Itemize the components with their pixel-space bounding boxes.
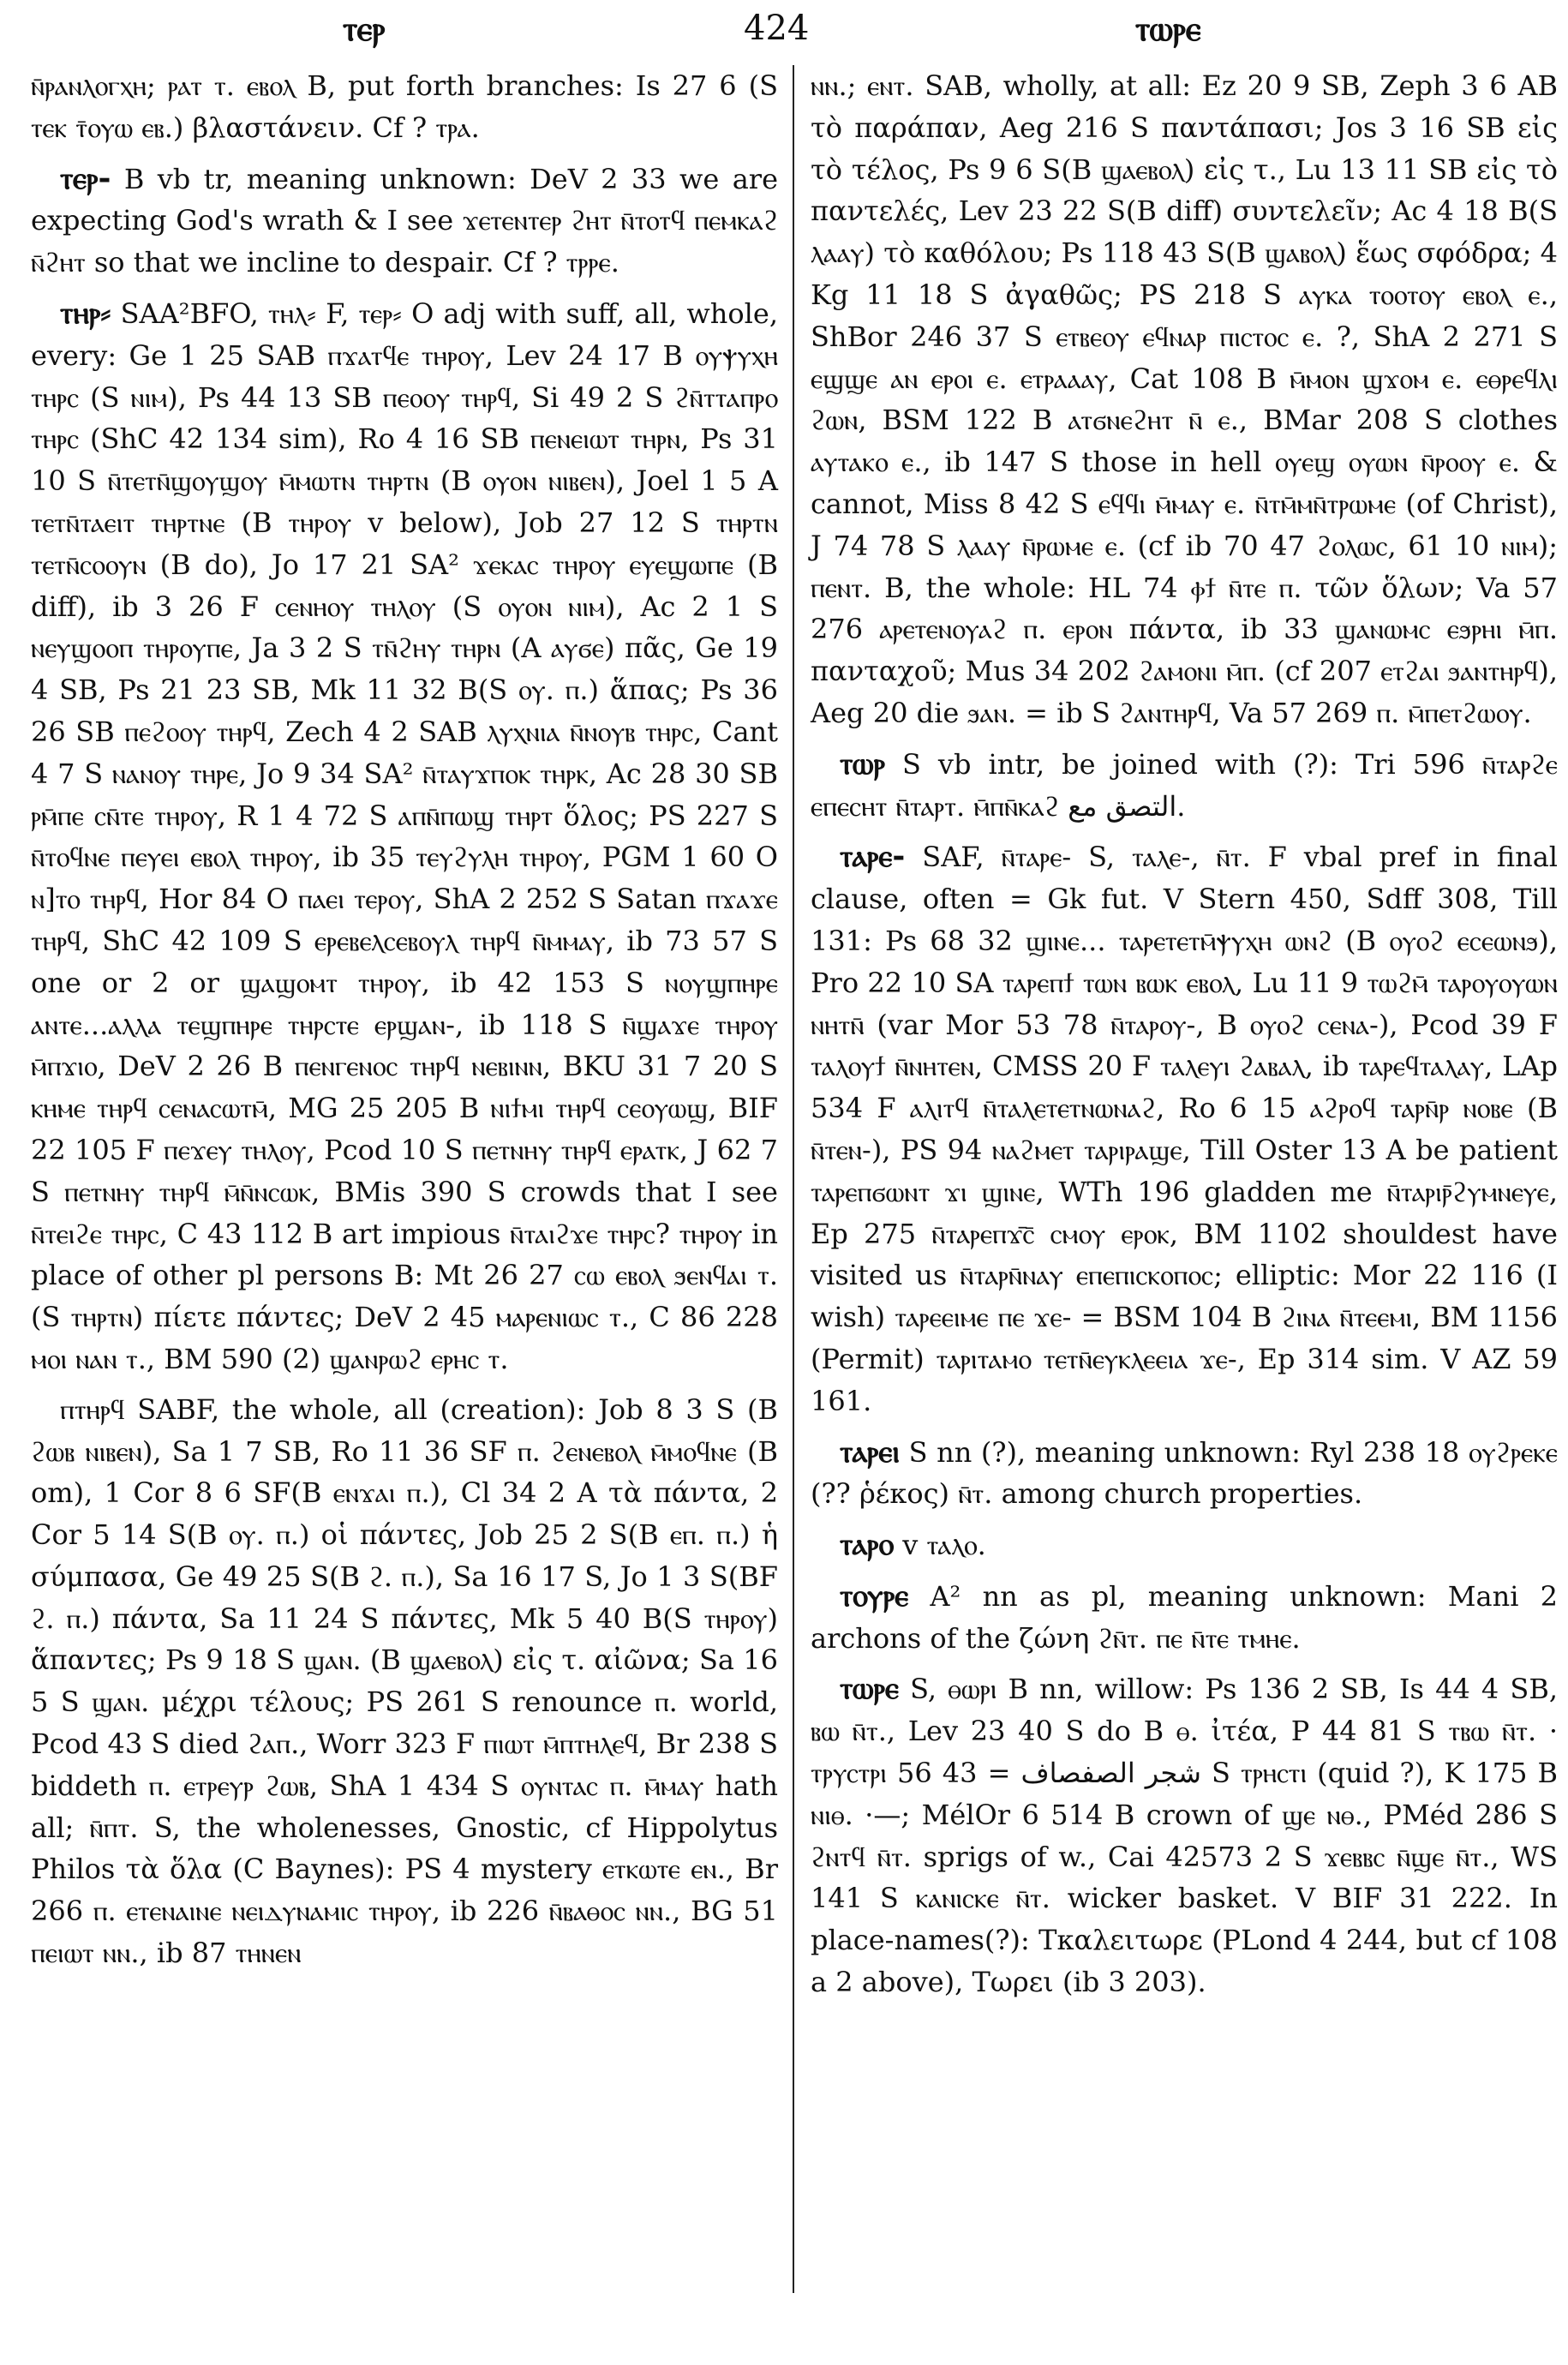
entry-text: B vb tr, meaning unknown: DeV 2 33 we are expecting God's wrath & I see ϫⲉⲧⲉⲛⲧⲉⲣ ϩⲏⲧ ⲛ̄ⲧⲟⲧϥ ⲡⲉⲙⲕⲁϩ ⲛ̄ϩⲏⲧ so that we incline to despair. Cf ? ⲧⲣⲣⲉ. — [31, 162, 779, 279]
dictionary-entry — [811, 65, 1558, 734]
entry-text: ⲛ̄ⲣⲁⲛⲗⲟⲅⲭⲏ; ⲣⲁⲧ ⲧ. ⲉⲃⲟⲗ B, put forth branches: Is 27 6 (S ⲧⲉⲕ ⲧ̄ⲟⲩⲱ ⲉⲃ.) βλαστάνειν. Cf ? ⲧⲣⲁ. — [31, 69, 778, 144]
dictionary-entry — [811, 1575, 1558, 1660]
dictionary-entry — [811, 1524, 1558, 1566]
entry-headword: ⲧⲁⲣⲉⲓ — [840, 1433, 900, 1470]
entry-text: A² nn as pl, meaning unknown: Mani 2 archons of the ζώνη ϩⲛ̄ⲧ. ⲡⲉ ⲛ̄ⲧⲉ ⲧⲙⲏⲉ. — [811, 1579, 1558, 1655]
entry-text: ⲡⲧⲏⲣϥ SABF, the whole, all (creation): Job 8 3 S (B ϩⲱⲃ ⲛⲓⲃⲉⲛ), Sa 1 7 SB, Ro 11 36 SF ⲡ. ϩⲉⲛⲉⲃⲟⲗ ⲙ̄ⲙⲟϥⲛⲉ (B om), 1 Cor 8 6 SF(B ⲉⲛϫⲁⲓ ⲡ.), Cl 34 2 A τὰ πάντα, 2 Cor 5 14 S(B ⲟⲩ. ⲡ.) οἱ πάντες, Job 25 2 S(B ⲉⲡ. ⲡ.) ἡ σύμπασα, Ge 49 25 S(B ϩ. ⲡ.), Sa 16 17 S, Jo 1 3 S(BF ϩ. ⲡ.) πάντα, Sa 11 24 S πάντες, Mk 5 40 B(S ⲧⲏⲣⲟⲩ) ἅπαντες; Ps 9 18 S ϣⲁⲛ. (B ϣⲁⲉⲃⲟⲗ) εἰς τ. αἰῶνα; Sa 16 5 S ϣⲁⲛ. μέχρι τέλους; PS 261 S renounce ⲡ. world, Pcod 43 S died ϩⲁⲡ., Worr 323 F ⲡⲓⲱⲧ ⲙ̄ⲡⲧⲏⲗⲉϥ, Br 238 S biddeth ⲡ. ⲉⲧⲣⲉⲩⲣ ϩⲱⲃ, ShA 1 434 S ⲟⲩⲛⲧⲁⲥ ⲡ. ⲙ̄ⲙⲁⲩ hath all; ⲛ̄ⲡⲧ. S, the wholenesses, Gnostic, cf Hippolytus Philos τὰ ὅλα (C Baynes): PS 4 mystery ⲉⲧⲕⲱⲧⲉ ⲉⲛ., Br 266 ⲡ. ⲉⲧⲉⲛⲁⲓⲛⲉ ⲛⲉⲓⲇⲩⲛⲁⲙⲓⲥ ⲧⲏⲣⲟⲩ, ib 226 ⲛ̄ⲃⲁⲑⲟⲥ ⲛⲛ., BG 51 ⲡⲉⲓⲱⲧ ⲛⲛ., ib 87 ⲧⲏⲛⲉⲛ — [31, 1392, 778, 1970]
dictionary-entry — [811, 743, 1558, 828]
entry-text: SAF, ⲛ̄ⲧⲁⲣⲉ- S, ⲧⲁⲗⲉ-, ⲛ̄ⲧ. F vbal pref in final clause, often = Gk fut. V Stern 450, Sdff 308, Till 131: Ps 68 32 ϣⲓⲛⲉ... ⲧⲁⲣⲉⲧⲉⲧⲙ̄ⲯⲩⲭⲏ ⲱⲛϩ (B ⲟⲩⲟϩ ⲉⲥⲉⲱⲛϧ), Pro 22 10 SA ⲧⲁⲣⲉⲡϯ ⲧⲱⲛ ⲃⲱⲕ ⲉⲃⲟⲗ, Lu 11 9 ⲧⲱϩⲙ̄ ⲧⲁⲣⲟⲩⲟⲩⲱⲛ ⲛⲏⲧⲛ̄ (var Mor 53 78 ⲛ̄ⲧⲁⲣⲟⲩ-, B ⲟⲩⲟϩ ⲥⲉⲛⲁ-), Pcod 39 F ⲧⲁⲗⲟⲩϯ ⲛ̄ⲛⲏⲧⲉⲛ, CMSS 20 F ⲧⲁⲗⲉⲩⲓ ϩⲁⲃⲁⲗ, ib ⲧⲁⲣⲉϥⲧⲁⲗⲁⲩ, LAp 534 F ⲁⲗⲓⲧϥ ⲛ̄ⲧⲁⲗⲉⲧⲉⲧⲛⲱⲛⲁϩ, Ro 6 15 ⲁϩⲣⲟϥ ⲧⲁⲣⲛ̄ⲣ ⲛⲟⲃⲉ (B ⲛ̄ⲧⲉⲛ-), PS 94 ⲛⲁϩⲙⲉⲧ ⲧⲁⲣⲓⲣⲁϣⲉ, Till Oster 13 A be patient ⲧⲁⲣⲉⲡϭⲱⲛⲧ ϫⲓ ϣⲓⲛⲉ, WTh 196 gladden me ⲛ̄ⲧⲁⲣⲓⲣ̄ϩⲩⲙⲛⲉⲩⲉ, Ep 275 ⲛ̄ⲧⲁⲣⲉⲡϫ̄ⲥ̄ ⲥⲙⲟⲩ ⲉⲣⲟⲕ, BM 1102 shouldest have visited us ⲛ̄ⲧⲁⲣⲛ̄ⲛⲁⲩ ⲉⲡⲉⲡⲓⲥⲕⲟⲡⲟⲥ; elliptic: Mor 22 116 (I wish) ⲧⲁⲣⲉⲉⲓⲙⲉ ⲡⲉ ϫⲉ- = BSM 104 B ϩⲓⲛⲁ ⲛ̄ⲧⲉⲉⲙⲓ, BM 1156 (Permit) ⲧⲁⲣⲓⲧⲁⲙⲟ ⲧⲉⲧⲛ̄ⲉⲩⲕⲗⲉⲉⲓⲁ ϫⲉ-, Ep 314 sim. V AZ 59 161. — [811, 841, 1559, 1417]
entry-headword: ⲧⲱⲣ — [840, 745, 886, 781]
entry-headword: ⲧⲁⲣⲉ- — [840, 838, 906, 875]
page-number: 424 — [744, 9, 810, 48]
entry-headword: ⲧⲉⲣ- — [60, 159, 111, 196]
right-column — [811, 65, 1558, 2012]
entry-headword: ⲧⲱⲣⲉ — [840, 1670, 900, 1707]
column-divider — [793, 65, 794, 2293]
entry-text: S, ⲑⲱⲣⲓ B nn, willow: Ps 136 2 SB, Is 44 4 SB, ⲃⲱ ⲛ̄ⲧ., Lev 23 40 S do B ⲑ. ἰτέα, P 44 81 S ⲧⲃⲱ ⲛ̄ⲧ. · ⲧⲣⲩⲥⲧⲣⲓ شجر الصفصاف = 43 56 S ⲧⲣⲏⲥⲧⲓ (quid ?), K 175 B ⲛⲓⲑ. ·—; MélOr 6 514 B crown of ϣⲉ ⲛⲑ., PMéd 286 S ϩⲛⲧϥ ⲛ̄ⲧ. sprigs of w., Cai 42573 2 S ϫⲉⲃⲃⲥ ⲛ̄ϣⲉ ⲛ̄ⲧ., WS 141 S ⲕⲁⲛⲓⲥⲕⲉ ⲛ̄ⲧ. wicker basket. V BIF 31 222. In place-names(?): Τκαλειτωρε (PLond 4 244, but cf 108 a 2 above), Τωρει (ib 3 203). — [811, 1673, 1559, 1999]
dictionary-entry — [811, 1667, 1558, 2003]
dictionary-entry — [31, 158, 778, 284]
entry-text: v ⲧⲁⲗⲟ. — [902, 1529, 986, 1562]
left-column — [31, 65, 778, 1983]
dictionary-entry — [31, 292, 778, 1380]
entry-headword: ⲧⲟⲩⲣⲉ — [840, 1577, 909, 1614]
running-head-left: ⲧⲉⲣ — [343, 9, 386, 49]
entry-text: SAA²BFO, ⲧⲏⲗ⸗ F, ⲧⲉⲣ⸗ O adj with suff, all, whole, every: Ge 1 25 SAB ⲡϫⲁⲧϥⲉ ⲧⲏⲣⲟⲩ, Lev 24 17 B ⲟⲩⲯⲩⲭⲏ ⲧⲏⲣⲥ (S ⲛⲓⲙ), Ps 44 13 SB ⲡⲉⲟⲟⲩ ⲧⲏⲣϥ, Si 49 2 S ϩⲛ̄ⲧⲧⲁⲡⲣⲟ ⲧⲏⲣⲥ (ShC 42 134 sim), Ro 4 16 SB ⲡⲉⲛⲉⲓⲱⲧ ⲧⲏⲣⲛ, Ps 31 10 S ⲛ̄ⲧⲉⲧⲛ̄ϣⲟⲩϣⲟⲩ ⲙ̄ⲙⲱⲧⲛ ⲧⲏⲣⲧⲛ (B ⲟⲩⲟⲛ ⲛⲓⲃⲉⲛ), Joel 1 5 A ⲧⲉⲧⲛ̄ⲧⲁⲉⲓⲧ ⲧⲏⲣⲧⲛⲉ (B ⲧⲏⲣⲟⲩ v below), Job 27 12 S ⲧⲏⲣⲧⲛ ⲧⲉⲧⲛ̄ⲥⲟⲟⲩⲛ (B do), Jo 17 21 SA² ϫⲉⲕⲁⲥ ⲧⲏⲣⲟⲩ ⲉⲩⲉϣⲱⲡⲉ (B diff), ib 3 26 F ⲥⲉⲛⲏⲟⲩ ⲧⲏⲗⲟⲩ (S ⲟⲩⲟⲛ ⲛⲓⲙ), Ac 2 1 S ⲛⲉⲩϣⲟⲟⲡ ⲧⲏⲣⲟⲩⲡⲉ, Ja 3 2 S ⲧⲛ̄ϩⲏⲩ ⲧⲏⲣⲛ (A ⲁⲩϭⲉ) πᾶς, Ge 19 4 SB, Ps 21 23 SB, Mk 11 32 B(S ⲟⲩ. ⲡ.) ἅπας; Ps 36 26 SB ⲡⲉϩⲟⲟⲩ ⲧⲏⲣϥ, Zech 4 2 SAB ⲗⲩⲭⲛⲓⲁ ⲛ̄ⲛⲟⲩⲃ ⲧⲏⲣⲥ, Cant 4 7 S ⲛⲁⲛⲟⲩ ⲧⲏⲣⲉ, Jo 9 34 SA² ⲛ̄ⲧⲁⲩϫⲡⲟⲕ ⲧⲏⲣⲕ, Ac 28 30 SB ⲣⲙ̄ⲡⲉ ⲥⲛ̄ⲧⲉ ⲧⲏⲣⲟⲩ, R 1 4 72 S ⲁⲡⲛ̄ⲡⲱϣ ⲧⲏⲣⲧ ὅλος; PS 227 S ⲛ̄ⲧⲟϥⲛⲉ ⲡⲉⲩⲉⲓ ⲉⲃⲟⲗ ⲧⲏⲣⲟⲩ, ib 35 ⲧⲉⲩϩⲩⲗⲏ ⲧⲏⲣⲟⲩ, PGM 1 60 O ⲛ]ⲧⲟ ⲧⲏⲣϥ, Hor 84 O ⲡⲁⲉⲓ ⲧⲉⲣⲟⲩ, ShA 2 252 S Satan ⲡϫⲁϫⲉ ⲧⲏⲣϥ, ShC 42 109 S ⲉⲣⲉⲃⲉⲗⲥⲉⲃⲟⲩⲗ ⲧⲏⲣϥ ⲛ̄ⲙⲙⲁⲩ, ib 73 57 S one or 2 or ϣⲁϣⲟⲙⲧ ⲧⲏⲣⲟⲩ, ib 42 153 S ⲛⲟⲩϣⲡⲏⲣⲉ ⲁⲛⲧⲉ...ⲁⲗⲗⲁ ⲧⲉϣⲡⲏⲣⲉ ⲧⲏⲣⲥⲧⲉ ⲉⲣϣⲁⲛ-, ib 118 S ⲛ̄ϣⲁϫⲉ ⲧⲏⲣⲟⲩ ⲙ̄ⲡϫⲓⲟ, DeV 2 26 B ⲡⲉⲛⲅⲉⲛⲟⲥ ⲧⲏⲣϥ ⲛⲉⲃⲓⲛⲛ, BKU 31 7 20 S ⲕⲏⲙⲉ ⲧⲏⲣϥ ⲥⲉⲛⲁⲥⲱⲧⲙ̄, MG 25 205 B ⲛⲓϯⲙⲓ ⲧⲏⲣϥ ⲥⲉⲟⲩⲱϣ, BIF 22 105 F ⲡⲉϫⲉⲩ ⲧⲏⲗⲟⲩ, Pcod 10 S ⲡⲉⲧⲛⲏⲩ ⲧⲏⲣϥ ⲉⲣⲁⲧⲕ, J 62 7 S ⲡⲉⲧⲛⲏⲩ ⲧⲏⲣϥ ⲙ̄ⲛ̄ⲛⲥⲱⲕ, BMis 390 S crowds that I see ⲛ̄ⲧⲉⲓϩⲉ ⲧⲏⲣⲥ, C 43 112 B art impious ⲛ̄ⲧⲁⲓϩϫⲉ ⲧⲏⲣⲥ? ⲧⲏⲣⲟⲩ in place of other pl persons B: Mt 26 27 ⲥⲱ ⲉⲃⲟⲗ ϧⲉⲛϥⲁⲓ ⲧ. (S ⲧⲏⲣⲧⲛ) πίετε πάντες; DeV 2 45 ⲙⲁⲣⲉⲛⲓⲱⲥ ⲧ., C 86 228 ⲙⲟⲓ ⲛⲁⲛ ⲧ., BM 590 (2) ϣⲁⲛⲣⲱϩ ⲉⲣⲏⲥ ⲧ. — [31, 296, 778, 1375]
dictionary-entry — [31, 65, 778, 149]
entry-text: S vb intr, be joined with (?): Tri 596 ⲛ̄ⲧⲁⲣϩⲉ ⲉⲡⲉⲥⲏⲧ ⲛ̄ⲧⲁⲣⲧ. ⲙ̄ⲡⲛ̄ⲕⲁϩ التصق مع. — [811, 747, 1558, 823]
dictionary-entry — [31, 1389, 778, 1974]
entry-text: S nn (?), meaning unknown: Ryl 238 18 ⲟⲩϩⲣⲉⲕⲉ (?? ῥέκος) ⲛ̄ⲧ. among church properties. — [811, 1435, 1558, 1511]
dictionary-entry — [811, 835, 1558, 1422]
entry-headword: ⲧⲏⲣ⸗ — [60, 294, 111, 331]
running-head-right: ⲧⲱⲣⲉ — [1135, 9, 1201, 49]
entry-text: ⲛⲛ.; ⲉⲛⲧ. SAB, wholly, at all: Ez 20 9 SB, Zeph 3 6 AB τὸ παράπαν, Aeg 216 S παντάπασι; Jos 3 16 SB εἰς τὸ τέλος, Ps 9 6 S(B ϣⲁⲉⲃⲟⲗ) εἰς τ., Lu 13 11 SB εἰς τὸ παντελές, Lev 23 22 S(B diff) συντελεῖν; Ac 4 18 B(S ⲗⲁⲁⲩ) τὸ καθόλου; Ps 118 43 S(B ϣⲁⲃⲟⲗ) ἕως σφόδρα; 4 Kg 11 18 S ἀγαθῶς; PS 218 S ⲁⲩⲕⲁ ⲧⲟⲟⲧⲟⲩ ⲉⲃⲟⲗ ⲉ., ShBor 246 37 S ⲉⲧⲃⲉⲟⲩ ⲉϥⲛⲁⲣ ⲡⲓⲥⲧⲟⲥ ⲉ. ?, ShA 2 271 S ⲉϣϣⲉ ⲁⲛ ⲉⲣⲟⲓ ⲉ. ⲉⲧⲣⲁⲁⲁⲩ, Cat 108 B ⲙ̄ⲙⲟⲛ ϣϫⲟⲙ ⲉ. ⲉⲑⲣⲉϥⲗⲓ ϩⲱⲛ, BSM 122 B ⲁⲧϭⲛⲉϩⲏⲧ ⲛ̄ ⲉ., BMar 208 S clothes ⲁⲩⲧⲁⲕⲟ ⲉ., ib 147 S those in hell ⲟⲩⲉϣ ⲟⲩⲱⲛ ⲛ̄ⲣⲟⲟⲩ ⲉ. & cannot, Miss 8 42 S ⲉϥϥⲓ ⲙ̄ⲙⲁⲩ ⲉ. ⲛ̄ⲧⲙ̄ⲙⲛ̄ⲧⲣⲱⲙⲉ (of Christ), J 74 78 S ⲗⲁⲁⲩ ⲛ̄ⲣⲱⲙⲉ ⲉ. (cf ib 70 47 ϩⲟⲗⲱⲥ, 61 10 ⲛⲓⲙ); ⲡⲉⲛⲧ. B, the whole: HL 74 ⲫϯ ⲛ̄ⲧⲉ ⲡ. τῶν ὅλων; Va 57 276 ⲁⲣⲉⲧⲉⲛⲟⲩⲁϩ ⲡ. ⲉⲣⲟⲛ πάντα, ib 33 ϣⲁⲛⲱⲙⲥ ⲉϧⲣⲏⲓ ⲙ̄ⲡ. πανταχοῦ; Mus 34 202 ϩⲁⲙⲟⲛⲓ ⲙ̄ⲡ. (cf 207 ⲉⲧϩⲁⲓ ϧⲁⲛⲧⲏⲣϥ), Aeg 20 die ϧⲁⲛ. = ib S ϩⲁⲛⲧⲏⲣϥ, Va 57 269 ⲡ. ⲙ̄ⲡⲉⲧϩⲱⲟⲩ. — [811, 69, 1558, 729]
entry-headword: ⲧⲁⲣⲟ — [840, 1526, 895, 1563]
dictionary-entry — [811, 1431, 1558, 1516]
